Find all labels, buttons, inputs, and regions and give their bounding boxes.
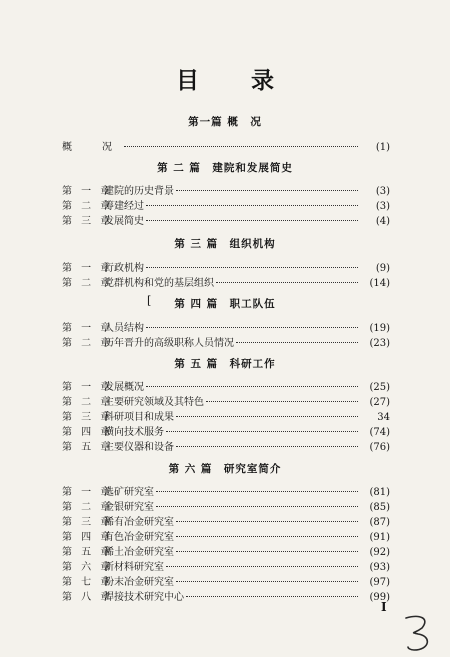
- chapter-number: 第 一 章: [62, 487, 114, 498]
- dot-leader: [146, 317, 358, 328]
- page-number: (3): [375, 201, 390, 212]
- dot-leader: [176, 526, 358, 537]
- toc-entry[interactable]: [62, 181, 390, 197]
- entry-title: 人员结构: [104, 323, 144, 334]
- dot-leader: [146, 376, 358, 387]
- entry-title: 有色冶金研究室: [104, 532, 174, 543]
- page-number: (92): [369, 547, 390, 558]
- dot-leader: [156, 496, 358, 507]
- entry-title: 发展概况: [104, 382, 144, 393]
- section-heading: 第 四 篇 职工队伍: [174, 298, 276, 310]
- toc-entry[interactable]: [62, 482, 390, 498]
- entry-title: 金银研究室: [104, 502, 154, 513]
- entry-title: 焊接技术研究中心: [104, 592, 184, 603]
- chapter-number: 第 七 章: [62, 577, 114, 588]
- page-number: (97): [369, 577, 390, 588]
- page-number: (14): [369, 278, 390, 289]
- section-heading: 第 二 篇 建院和发展简史: [157, 162, 293, 174]
- entry-title: 筹建经过: [104, 201, 144, 212]
- page-number: (81): [369, 487, 390, 498]
- toc-entry[interactable]: [62, 587, 390, 603]
- footer-page-number: I: [381, 600, 387, 614]
- entry-title: 粉末冶金研究室: [104, 577, 174, 588]
- entry-title: 党群机构和党的基层组织: [104, 278, 214, 289]
- page-number: (27): [369, 397, 390, 408]
- dot-leader: [176, 571, 358, 582]
- page-number: (87): [369, 517, 390, 528]
- page-number: (23): [369, 338, 390, 349]
- entry-title: 建院的历史背景: [104, 186, 174, 197]
- dot-leader: [206, 391, 358, 402]
- chapter-number: 概 况: [62, 142, 122, 153]
- toc-entry[interactable]: [62, 407, 390, 423]
- toc-entry[interactable]: [62, 392, 390, 408]
- page-number: (9): [375, 263, 390, 274]
- page-number: (99): [369, 592, 390, 603]
- section-heading: 第 六 篇 研究室简介: [168, 463, 282, 475]
- toc-entry[interactable]: [62, 512, 390, 528]
- entry-title: 主要研究领域及其特色: [104, 397, 204, 408]
- chapter-number: 第 二 章: [62, 397, 114, 408]
- entry-title: 发展简史: [104, 216, 144, 227]
- dot-leader: [176, 541, 358, 552]
- toc-entry[interactable]: [62, 318, 390, 334]
- dot-leader: [236, 332, 358, 343]
- page-number: (93): [369, 562, 390, 573]
- entry-title: 横向技术服务: [104, 427, 164, 438]
- page-number: (19): [369, 323, 390, 334]
- toc-entry[interactable]: [62, 527, 390, 543]
- chapter-number: 第 一 章: [62, 382, 114, 393]
- dot-leader: [186, 586, 358, 597]
- stray-bracket-mark: [: [147, 294, 152, 307]
- entry-title: 主要仪器和设备: [104, 442, 174, 453]
- chapter-number: 第 三 章: [62, 517, 114, 528]
- toc-entry[interactable]: [62, 557, 390, 573]
- chapter-number: 第 六 章: [62, 562, 114, 573]
- dot-leader: [146, 257, 358, 268]
- entry-title: 科研项目和成果: [104, 412, 174, 423]
- page-number: (91): [369, 532, 390, 543]
- dot-leader: [146, 210, 358, 221]
- dot-leader: [176, 511, 358, 522]
- entry-title: 稀土冶金研究室: [104, 547, 174, 558]
- chapter-number: 第 五 章: [62, 442, 114, 453]
- toc-entry[interactable]: [62, 211, 390, 227]
- entry-title: 选矿研究室: [104, 487, 154, 498]
- page-number: (25): [369, 382, 390, 393]
- dot-leader: [166, 556, 358, 567]
- page-number: (74): [369, 427, 390, 438]
- toc-entry[interactable]: [62, 377, 390, 393]
- chapter-number: 第 四 章: [62, 532, 114, 543]
- chapter-number: 第 二 章: [62, 278, 114, 289]
- chapter-number: 第 三 章: [62, 412, 114, 423]
- dot-leader: [124, 136, 358, 147]
- toc-entry[interactable]: [62, 273, 390, 289]
- chapter-number: 第 三 章: [62, 216, 114, 227]
- page-title: 目 录: [175, 67, 296, 94]
- dot-leader: [176, 180, 358, 191]
- chapter-number: 第 四 章: [62, 427, 114, 438]
- section-heading: 第 五 篇 科研工作: [174, 358, 276, 370]
- chapter-number: 第 二 章: [62, 338, 114, 349]
- page-number: (4): [375, 216, 390, 227]
- chapter-number: 第 一 章: [62, 323, 114, 334]
- toc-entry[interactable]: [62, 497, 390, 513]
- section-heading: 第一篇 概 况: [188, 116, 262, 128]
- chapter-number: 第 二 章: [62, 502, 114, 513]
- toc-entry[interactable]: [62, 258, 390, 274]
- chapter-number: 第 一 章: [62, 186, 114, 197]
- dot-leader: [146, 195, 358, 206]
- toc-entry[interactable]: [62, 572, 390, 588]
- page-number: (3): [375, 186, 390, 197]
- toc-entry[interactable]: [62, 542, 390, 558]
- toc-entry[interactable]: [62, 333, 390, 349]
- dot-leader: [216, 272, 358, 283]
- entry-title: 新材料研究室: [104, 562, 164, 573]
- section-heading: 第 三 篇 组织机构: [174, 238, 276, 250]
- dot-leader: [166, 421, 358, 432]
- chapter-number: 第 五 章: [62, 547, 114, 558]
- chapter-number: 第 八 章: [62, 592, 114, 603]
- toc-entry[interactable]: [62, 196, 390, 212]
- dot-leader: [156, 481, 358, 492]
- chapter-number: 第 一 章: [62, 263, 114, 274]
- page-number: (76): [369, 442, 390, 453]
- toc-entry[interactable]: [62, 437, 390, 453]
- dot-leader: [176, 436, 358, 447]
- entry-title: 行政机构: [104, 263, 144, 274]
- chapter-number: 第 二 章: [62, 201, 114, 212]
- page-number: 34: [377, 412, 390, 423]
- entry-title: 历年晋升的高级职称人员情况: [104, 338, 234, 349]
- page-number: (1): [375, 142, 390, 153]
- toc-entry[interactable]: [62, 137, 390, 153]
- dot-leader: [176, 406, 358, 417]
- handwritten-mark: [400, 612, 440, 654]
- entry-title: 稀有冶金研究室: [104, 517, 174, 528]
- page-number: (85): [369, 502, 390, 513]
- toc-entry[interactable]: [62, 422, 390, 438]
